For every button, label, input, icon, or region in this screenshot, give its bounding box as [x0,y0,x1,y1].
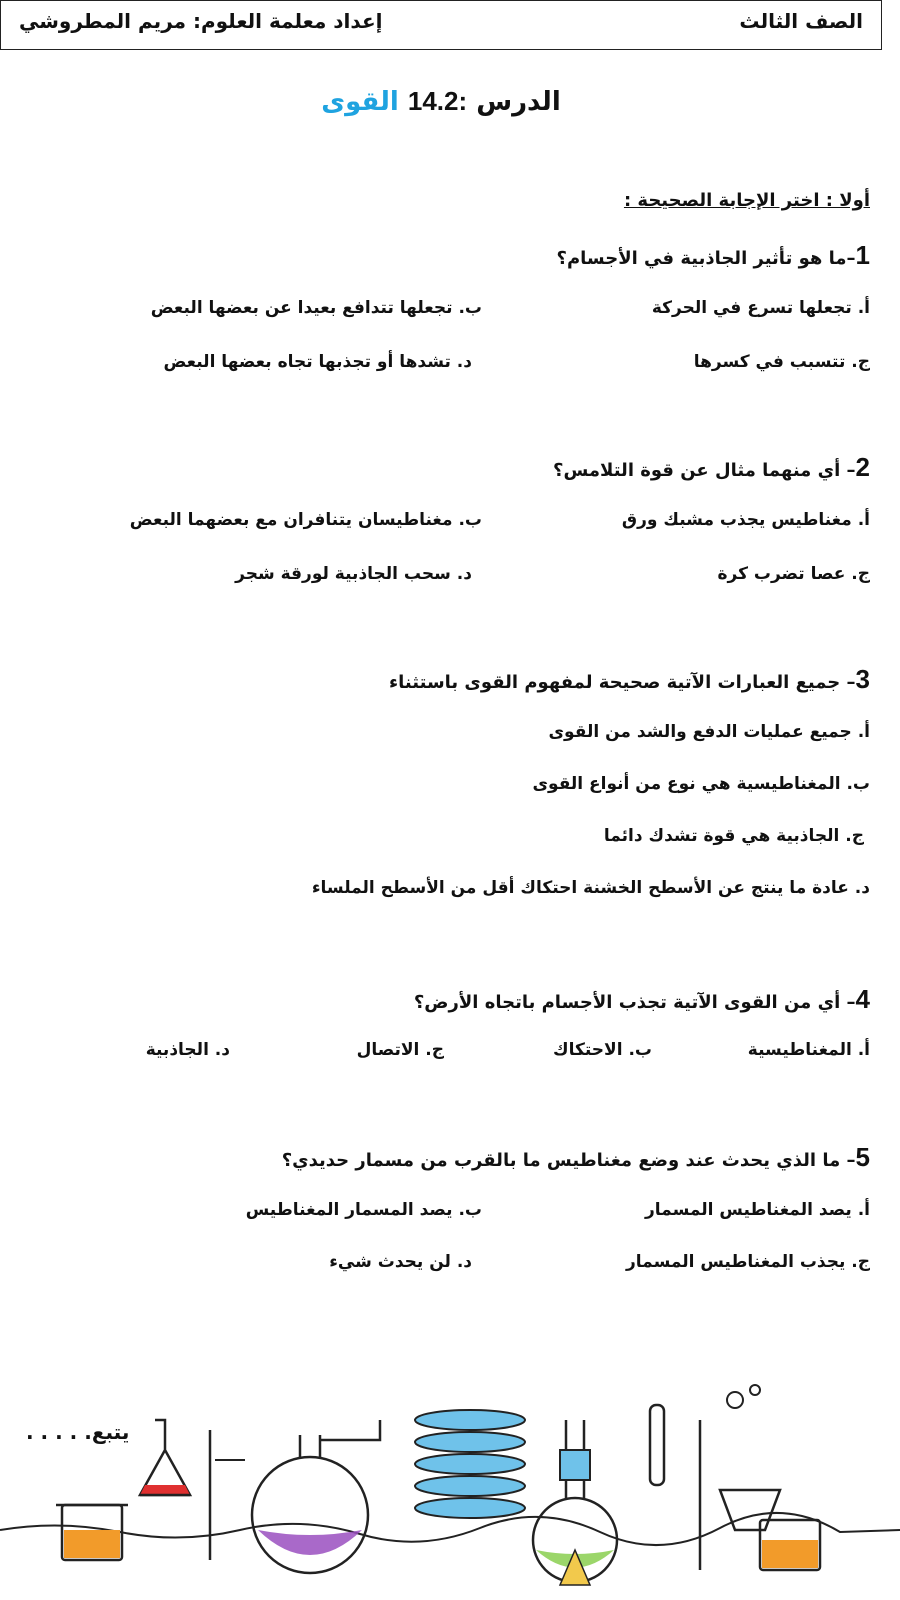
round-flask-icon [252,1420,380,1573]
option-b[interactable]: ب. المغناطيسية هي نوع من أنواع القوى [532,774,870,794]
question-4 [414,984,870,1015]
lab-equipment-illustration [0,1380,900,1600]
coil-condenser-icon [415,1410,525,1518]
author-label: إعداد معلمة العلوم: مريم المطروشي [19,9,383,33]
option-d[interactable]: د. سحب الجاذبية لورقة شجر [235,564,472,584]
option-a[interactable]: أ. مغناطيس يجذب مشبك ورق [621,510,870,530]
beaker-icon [56,1505,128,1560]
question-text: – جميع العبارات الآتية صحيحة لمفهوم القوى باستثناء [388,672,856,693]
option-b[interactable]: ب. تجعلها تتدافع بعيدا عن بعضها البعض [150,298,482,318]
option-a[interactable]: أ. تجعلها تسرع في الحركة [651,298,870,318]
option-c[interactable]: ج. الاتصال [356,1040,444,1060]
option-c[interactable]: ج. تتسبب في كسرها [693,352,870,372]
option-d[interactable]: د. الجاذبية [145,1040,230,1060]
question-number: 4 [855,984,870,1014]
title-number: 14.2: [407,86,468,116]
option-b[interactable]: ب. يصد المسمار المغناطيس [245,1200,482,1220]
question-1 [557,240,870,271]
question-text: –ما هو تأثير الجاذبية في الأجسام؟ [556,248,856,269]
beaker-right-icon [760,1520,820,1570]
option-a[interactable]: أ. يصد المغناطيس المسمار [645,1200,870,1220]
option-c[interactable]: ج. يجذب المغناطيس المسمار [626,1252,870,1272]
question-number: 2 [855,452,870,482]
title-prefix: الدرس [476,87,561,117]
green-flask-icon [533,1420,617,1585]
title-topic: القوى [321,87,399,117]
option-d[interactable]: د. لن يحدث شيء [329,1252,472,1272]
continued-label: يتبع. . . . . [26,1420,130,1444]
question-3 [389,664,870,695]
section-heading: أولا : اختر الإجابة الصحيحة : [623,190,870,211]
page-header [0,0,882,50]
lesson-title [0,86,882,117]
option-a[interactable]: أ. جميع عمليات الدفع والشد من القوى [548,722,870,742]
question-text: – ما الذي يحدث عند وضع مغناطيس ما بالقرب من مسمار حديدي؟ [281,1150,856,1171]
option-d[interactable]: د. تشدها أو تجذبها تجاه بعضها البعض [163,352,472,372]
question-number: 3 [855,664,870,694]
question-text: – أي منهما مثال عن قوة التلامس؟ [553,460,856,481]
option-c[interactable]: ج. عصا تضرب كرة [717,564,870,584]
option-b[interactable]: ب. مغناطيسان يتنافران مع بعضهما البعض [129,510,482,530]
option-b[interactable]: ب. الاحتكاك [553,1040,652,1060]
question-5 [282,1142,870,1173]
option-c[interactable]: ج. الجاذبية هي قوة تشدك دائما [603,826,864,846]
question-2 [553,452,870,483]
question-text: – أي من القوى الآتية تجذب الأجسام باتجاه الأرض؟ [413,992,856,1013]
option-a[interactable]: أ. المغناطيسية [747,1040,870,1060]
question-number: 5 [855,1142,870,1172]
question-number: 1 [855,240,870,270]
grade-label: الصف الثالث [739,9,863,33]
conical-flask-icon [140,1420,245,1560]
option-d[interactable]: د. عادة ما ينتج عن الأسطح الخشنة احتكاك أقل من الأسطح الملساء [311,878,870,898]
